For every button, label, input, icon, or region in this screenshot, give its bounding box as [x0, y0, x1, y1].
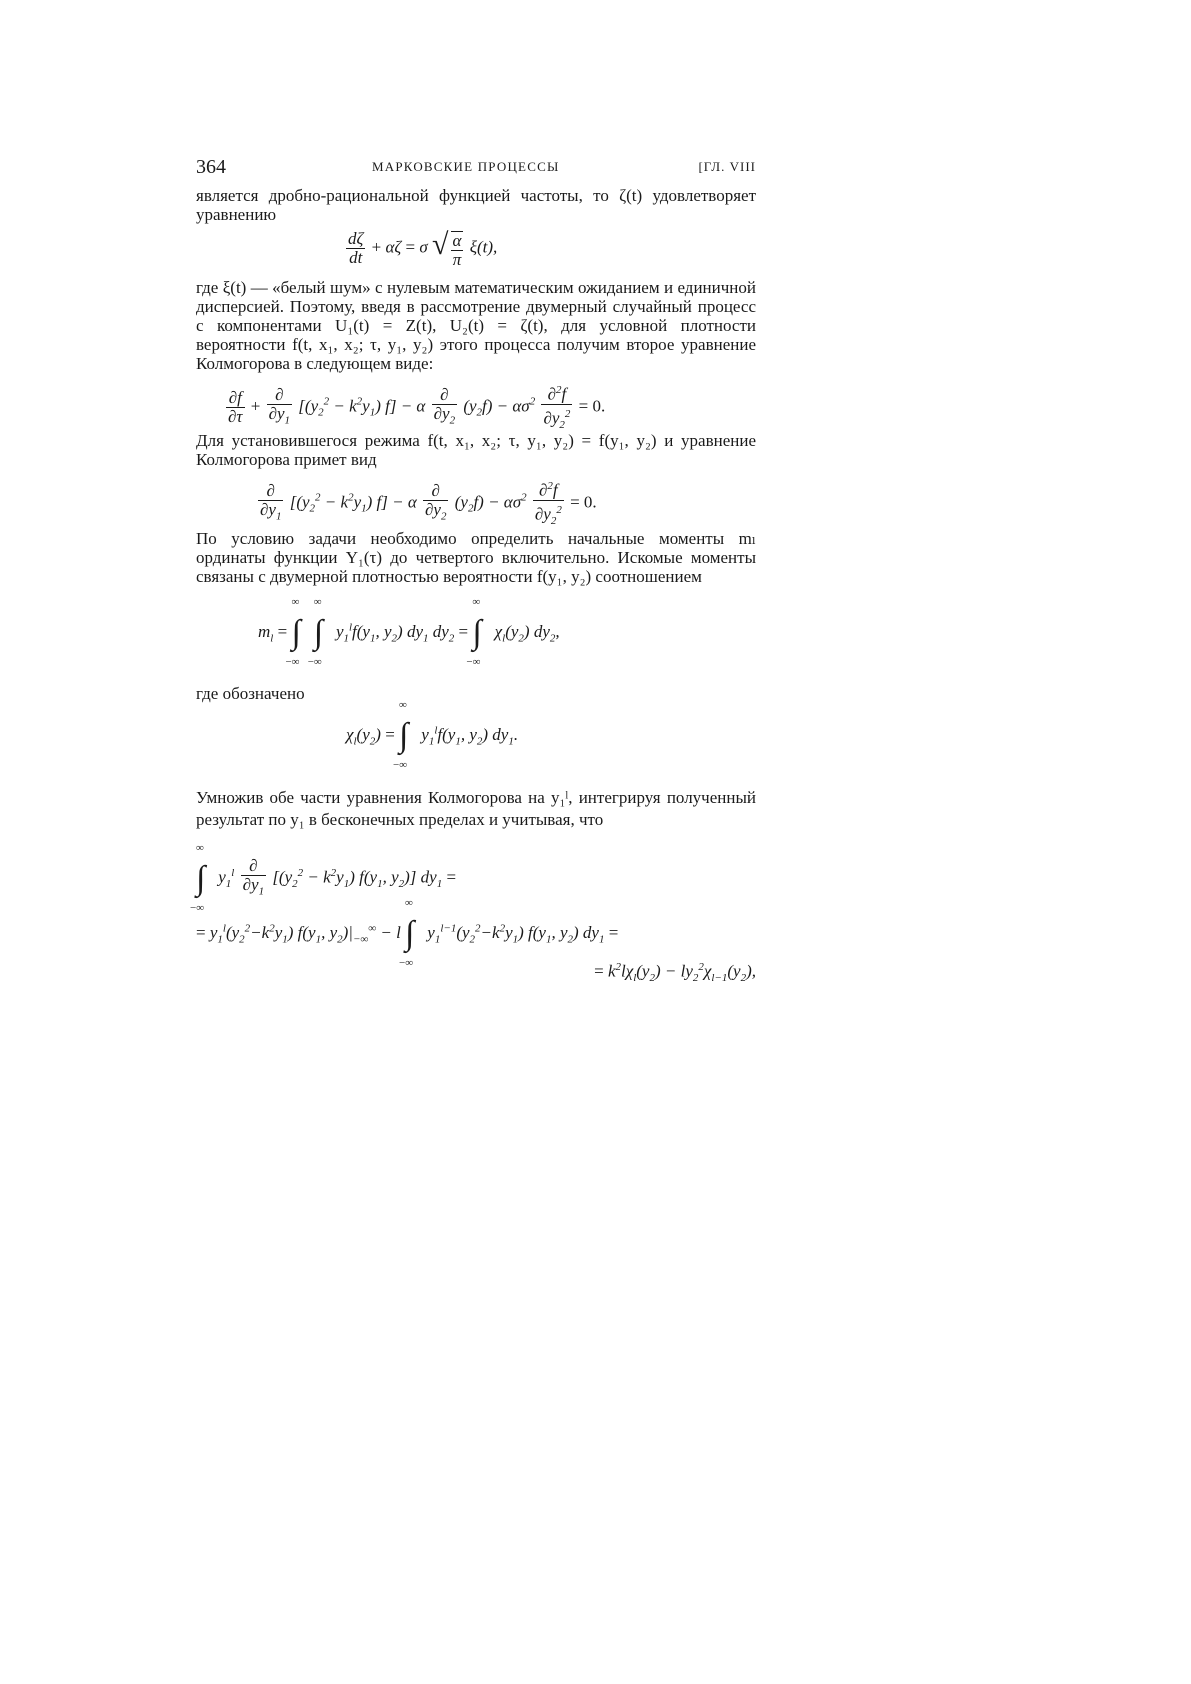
equation-6a: ∫ ∞ −∞ $y_1^l$ $\frac{\partial}{\partial y_1}$ [$(y_2^2 - k^2y_1)$ $f(y_1$, $y_2$)] $dy_1$ =: [190, 841, 457, 914]
equation-6c: = $k^2l\chi_l(y_2) - ly_2^2\chi_{l-1}(y_2)$,: [594, 961, 756, 985]
equation-4: $m_l$ = ∫ ∞ −∞ ∫ ∞ −∞ $y_1^lf(y_1$, $y_2$) $dy_1$ $dy_2$ = ∫ ∞ −∞ $\chi_l(y_2)$ $dy_2$,: [258, 596, 560, 668]
equation-2: $\frac{\partial f}{\partial\tau}$ + $\frac{\partial}{\partial y_1}$ $[(y_2^2 - k^2y_1) f] - \alpha$ $\frac{\partial}{\partial y_2}$ $(y_2f) - \alpha\sigma^2$ $\frac{\partial^2f}{\partial y_2^2}$ = 0.: [224, 381, 756, 425]
paragraph-3: Для установившегося режима f(t, x₁, x₂; τ, y₁, y₂) = f(y₁, y₂) и уравнение Колмогорова примет вид: [196, 431, 756, 469]
equation-5: $\chi_l(y_2)$ = ∫ ∞ −∞ $y_1^lf(y_1$, $y_2$) $dy_1$.: [346, 699, 519, 771]
paragraph-4: По условию задачи необходимо определить начальные моменты mₗ ординаты функции Y₁(τ) до четвертого включительно. Искомые моменты связаны с двумерной плотностью вероятности f(y₁, y₂) соотношением: [196, 529, 756, 586]
equation-1: $\frac{d\zeta}{dt}$ + αζ = σ √ $\frac{\alpha}{\pi}$ ξ(t),: [348, 228, 498, 270]
equation-3: $\frac{\partial}{\partial y_1}$ $[(y_2^2 - k^2y_1) f] - \alpha$ $\frac{\partial}{\partial y_2}$ $(y_2f) - \alpha\sigma^2$ $\frac{\partial^2f}{\partial y_2^2}$ = 0.: [256, 477, 756, 521]
page-number: 364: [196, 156, 226, 178]
running-title: МАРКОВСКИЕ ПРОЦЕССЫ: [372, 159, 560, 174]
running-header: [196, 150, 756, 176]
paragraph-5: где обозначено: [196, 684, 305, 703]
chapter-label: [ГЛ. VIII: [698, 159, 756, 174]
book-page: [190, 150, 756, 985]
equation-6b: = $y_1^l(y_2^2-k^2y_1)$ $f(y_1$, $y_2)|_{-\infty}^\infty - l$ ∫ ∞ −∞ $y_1^{l-1}(y_2^2-k^2y_1)$ $f(y_1$, $y_2$) $dy_1$ =: [196, 897, 619, 969]
paragraph-2: где ξ(t) — «белый шум» с нулевым математическим ожиданием и единичной дисперсией. Поэтому, введя в рассмотрение двумерный случайный процесс с компонентами U₁(t) = Z(t), U₂(t) = ζ(t), для условной плотности вероятности f(t, x₁, x₂; τ, y₁, y₂) этого процесса получим второе уравнение Колмогорова в следующем виде:: [196, 278, 756, 373]
paragraph-6: Умножив обе части уравнения Колмогорова на y₁ˡ, интегрируя полученный результат по y₁ в бесконечных пределах и учитывая, что: [196, 788, 756, 829]
paragraph-1: является дробно-рациональной функцией частоты, то ζ(t) удовлетворяет уравнению: [196, 186, 756, 224]
